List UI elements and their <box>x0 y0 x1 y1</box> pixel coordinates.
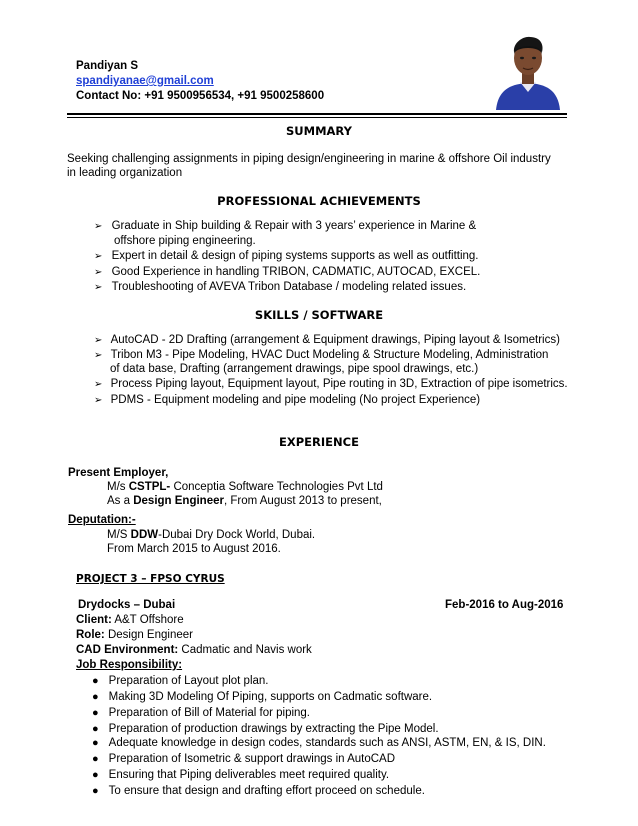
skill-item: ➢ PDMS - Equipment modeling and pipe modeling (No project Experience) <box>94 394 481 406</box>
arrow-bullet-icon: ➢ <box>94 267 103 278</box>
achievement-item: ➢ Graduate in Ship building & Repair with 3 years’ experience in Marine & <box>94 220 477 232</box>
arrow-bullet-icon: ➢ <box>94 221 103 232</box>
header-divider-thin <box>67 117 567 118</box>
arrow-bullet-icon: ➢ <box>94 395 103 406</box>
profile-photo <box>494 28 562 110</box>
deputation-label: Deputation:- <box>68 514 136 526</box>
skill-item: ➢ Process Piping layout, Equipment layout, Pipe routing in 3D, Extraction of pipe isometrics. <box>94 378 568 390</box>
experience-heading: EXPERIENCE <box>279 435 359 449</box>
role-line-project: Role: Design Engineer <box>76 629 193 641</box>
summary-heading: SUMMARY <box>286 124 352 138</box>
arrow-bullet-icon: ➢ <box>94 251 103 262</box>
profile-photo-graphic <box>494 28 562 110</box>
bullet-icon: ● <box>92 707 99 719</box>
responsibility-item: ● To ensure that design and drafting effort proceed on schedule. <box>92 785 425 797</box>
arrow-bullet-icon: ➢ <box>94 350 103 361</box>
achievement-item: ➢ Expert in detail & design of piping systems supports as well as outfitting. <box>94 250 479 262</box>
responsibility-item: ● Preparation of Bill of Material for piping. <box>92 707 311 719</box>
contact-value: +91 9500956534, +91 9500258600 <box>144 90 325 102</box>
responsibility-item: ● Preparation of Layout plot plan. <box>92 675 269 687</box>
arrow-bullet-icon: ➢ <box>94 335 103 346</box>
employer-line: M/s CSTPL- Conceptia Software Technologies Pvt Ltd <box>107 481 383 493</box>
job-responsibility-label: Job Responsibility: <box>76 659 183 671</box>
achievements-heading: PROFESSIONAL ACHIEVEMENTS <box>217 194 421 208</box>
bullet-icon: ● <box>92 691 99 703</box>
project-period: Feb-2016 to Aug-2016 <box>445 599 564 611</box>
client-line: Client: A&T Offshore <box>76 614 184 626</box>
responsibility-item: ● Adequate knowledge in design codes, standards such as ANSI, ASTM, EN, & IS, DIN. <box>92 737 546 749</box>
achievement-item: ➢ Good Experience in handling TRIBON, CADMATIC, AUTOCAD, EXCEL. <box>94 266 481 278</box>
skills-heading: SKILLS / SOFTWARE <box>254 308 384 322</box>
responsibility-item: ● Ensuring that Piping deliverables meet required quality. <box>92 769 390 781</box>
bullet-icon: ● <box>92 737 99 749</box>
project-heading: PROJECT 3 – FPSO CYRUS <box>76 573 225 585</box>
responsibility-item: ● Preparation of production drawings by extracting the Pipe Model. <box>92 723 439 735</box>
candidate-name: Pandiyan S <box>76 60 138 72</box>
deputation-period: From March 2015 to August 2016. <box>107 543 281 555</box>
bullet-icon: ● <box>92 753 99 765</box>
summary-line-2: in leading organization <box>67 167 183 179</box>
present-employer-label: Present Employer, <box>68 467 169 479</box>
arrow-bullet-icon: ➢ <box>94 282 103 293</box>
bullet-icon: ● <box>92 723 99 735</box>
arrow-bullet-icon: ➢ <box>94 379 103 390</box>
contact-line <box>76 89 324 103</box>
deputation-line: M/S DDW-Dubai Dry Dock World, Dubai. <box>107 529 316 541</box>
achievement-item: ➢ Troubleshooting of AVEVA Tribon Database / modeling related issues. <box>94 281 467 293</box>
responsibility-item: ● Preparation of Isometric & support drawings in AutoCAD <box>92 753 396 765</box>
bullet-icon: ● <box>92 769 99 781</box>
contact-label: Contact No: <box>76 90 142 102</box>
responsibility-item: ● Making 3D Modeling Of Piping, supports on Cadmatic software. <box>92 691 433 703</box>
cad-line: CAD Environment: Cadmatic and Navis work <box>76 644 312 656</box>
achievement-item-continuation: offshore piping engineering. <box>114 235 256 247</box>
skill-item: ➢ AutoCAD - 2D Drafting (arrangement & Equipment drawings, Piping layout & Isometrics) <box>94 334 560 346</box>
bullet-icon: ● <box>92 675 99 687</box>
bullet-icon: ● <box>92 785 99 797</box>
skill-item-continuation: of data base, Drafting (arrangement drawings, pipe spool drawings, etc.) <box>110 363 479 375</box>
role-line: As a Design Engineer, From August 2013 to present, <box>107 495 382 507</box>
email-link[interactable]: spandiyanae@gmail.com <box>76 75 214 87</box>
header-divider-thick <box>67 113 567 115</box>
project-location: Drydocks – Dubai <box>78 599 176 611</box>
summary-line-1: Seeking challenging assignments in piping design/engineering in marine & offshore Oil industry <box>67 153 551 165</box>
skill-item: ➢ Tribon M3 - Pipe Modeling, HVAC Duct Modeling & Structure Modeling, Administration <box>94 349 549 361</box>
